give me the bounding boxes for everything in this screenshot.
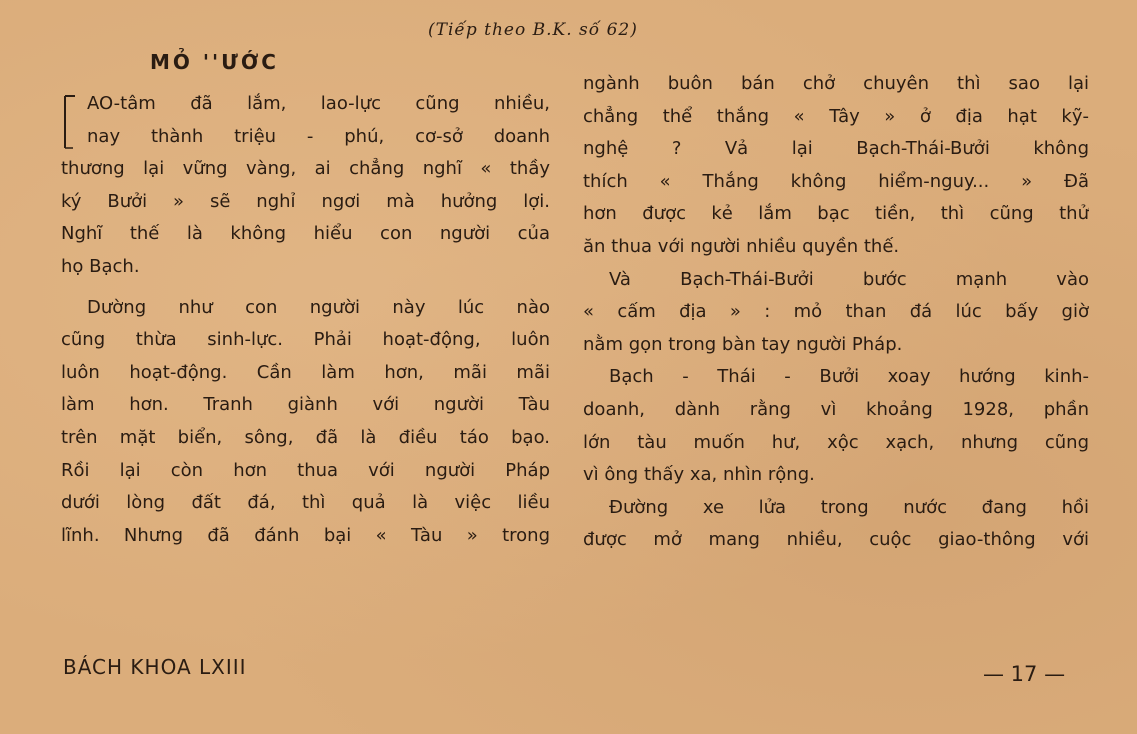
text-line: Bạch - Thái - Bưởi xoay hướng kinh- bbox=[609, 366, 1089, 388]
text-line: được mở mang nhiều, cuộc giao-thông với bbox=[583, 529, 1089, 551]
text-line: Nghĩ thế là không hiểu con người của bbox=[61, 223, 550, 245]
text-line: ký Bưởi » sẽ nghỉ ngơi mà hưởng lợi. bbox=[61, 190, 550, 212]
text-line: hơn được kẻ lắm bạc tiền, thì cũng thử bbox=[583, 203, 1089, 225]
text-line: Rồi lại còn hơn thua với người Pháp bbox=[61, 459, 550, 481]
text-line: nằm gọn trong bàn tay người Pháp. bbox=[583, 333, 903, 355]
text-line: Đường xe lửa trong nước đang hồi bbox=[609, 496, 1089, 518]
text-line: ăn thua với người nhiều quyền thế. bbox=[583, 235, 900, 257]
text-line: trên mặt biển, sông, đã là điều táo bạo. bbox=[61, 426, 550, 448]
text-line: dưới lòng đất đá, thì quả là việc liều bbox=[61, 492, 550, 514]
text-line: họ Bạch. bbox=[61, 255, 140, 277]
text-line: « cấm địa » : mỏ than đá lúc bấy giờ bbox=[583, 301, 1089, 323]
continued-note: (Tiếp theo B.K. số 62) bbox=[428, 20, 638, 40]
text-line: thích « Thắng không hiểm-nguy... » Đã bbox=[583, 170, 1089, 192]
text-line: lớn tàu muốn hư, xộc xạch, nhưng cũng bbox=[583, 431, 1089, 453]
text-line: làm hơn. Tranh giành với người Tàu bbox=[61, 394, 550, 416]
left-column bbox=[61, 88, 550, 552]
text-line: doanh, dành rằng vì khoảng 1928, phần bbox=[583, 398, 1089, 420]
text-line: thương lại vững vàng, ai chẳng nghĩ « thầy bbox=[61, 158, 550, 180]
text-line: ngành buôn bán chở chuyên thì sao lại bbox=[583, 73, 1089, 94]
magazine-footer: BÁCH KHOA LXIII bbox=[63, 655, 247, 679]
text-line: chẳng thể thắng « Tây » ở địa hạt kỹ- bbox=[583, 105, 1089, 127]
text-line: lĩnh. Nhưng đã đánh bại « Tàu » trong bbox=[61, 524, 550, 546]
text-line: Và Bạch-Thái-Bưởi bước mạnh vào bbox=[609, 268, 1089, 290]
page-number: — 17 — bbox=[983, 662, 1066, 686]
text-line: vì ông thấy xa, nhìn rộng. bbox=[583, 464, 815, 486]
text-line: luôn hoạt-động. Cần làm hơn, mãi mãi bbox=[61, 361, 550, 383]
article-heading: MỎ ''ƯỚC bbox=[150, 50, 279, 74]
text-line: nghệ ? Vả lại Bạch-Thái-Bưởi không bbox=[583, 138, 1089, 160]
right-column bbox=[583, 68, 1089, 557]
text-line: Dường như con người này lúc nào bbox=[87, 296, 550, 318]
text-line: cũng thừa sinh-lực. Phải hoạt-động, luôn bbox=[61, 329, 550, 351]
text-line: nay thành triệu - phú, cơ-sở doanh bbox=[87, 125, 550, 147]
text-line: AO-tâm đã lắm, lao-lực cũng nhiều, bbox=[87, 93, 550, 114]
